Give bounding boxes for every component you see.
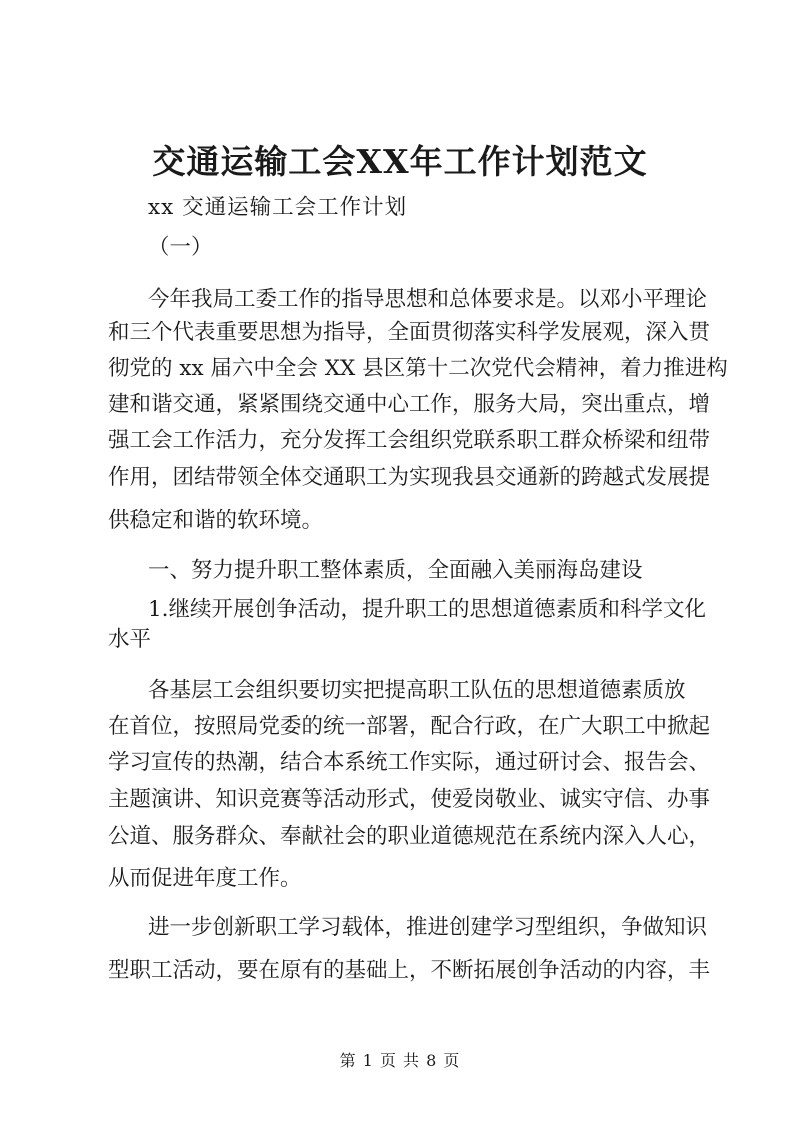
paragraph-line: 学习宣传的热潮，结合本系统工作实际，通过研讨会、报告会、 — [108, 750, 711, 775]
paragraph-line: 建和谐交通，紧紧围绕交通中心工作，服务大局，突出重点，增 — [108, 392, 711, 417]
paragraph-line: 作用，团结带领全体交通职工为实现我县交通新的跨越式发展提 — [108, 465, 711, 490]
section-label: （一） — [148, 235, 213, 260]
document-subtitle: xx 交通运输工会工作计划 — [148, 195, 408, 220]
paragraph-line: 供稳定和谐的软环境。 — [108, 508, 324, 533]
section-heading: 一、努力提升职工整体素质，全面融入美丽海岛建设 — [148, 558, 643, 583]
paragraph-line: 各基层工会组织要切实把提高职工队伍的思想道德素质放 — [148, 678, 686, 703]
paragraph-line: 型职工活动，要在原有的基础上，不断拓展创争活动的内容，丰 — [108, 958, 711, 983]
paragraph-line: 彻党的 xx 届六中全会 XX 县区第十二次党代会精神，着力推进构 — [108, 356, 728, 381]
page-footer: 第 1 页 共 8 页 — [339, 1051, 461, 1070]
paragraph-line: 强工会工作活力，充分发挥工会组织党联系职工群众桥梁和纽带 — [108, 428, 711, 453]
document-title: 交通运输工会XX年工作计划范文 — [152, 142, 648, 181]
paragraph-line: 和三个代表重要思想为指导，全面贯彻落实科学发展观，深入贯 — [108, 320, 711, 345]
paragraph-line: 公道、服务群众、奉献社会的职业道德规范在系统内深入人心， — [108, 824, 711, 849]
paragraph-line: 今年我局工委工作的指导思想和总体要求是。以邓小平理论 — [148, 287, 708, 312]
paragraph-line: 从而促进年度工作。 — [108, 866, 302, 891]
paragraph-line: 进一步创新职工学习载体，推进创建学习型组织，争做知识 — [148, 915, 708, 940]
subsection-heading: 水平 — [108, 627, 152, 652]
subsection-heading: 1.继续开展创争活动，提升职工的思想道德素质和科学文化 — [148, 597, 707, 622]
paragraph-line: 主题演讲、知识竞赛等活动形式，使爱岗敬业、诚实守信、办事 — [108, 787, 711, 812]
paragraph-line: 在首位，按照局党委的统一部署，配合行政，在广大职工中掀起 — [108, 714, 711, 739]
